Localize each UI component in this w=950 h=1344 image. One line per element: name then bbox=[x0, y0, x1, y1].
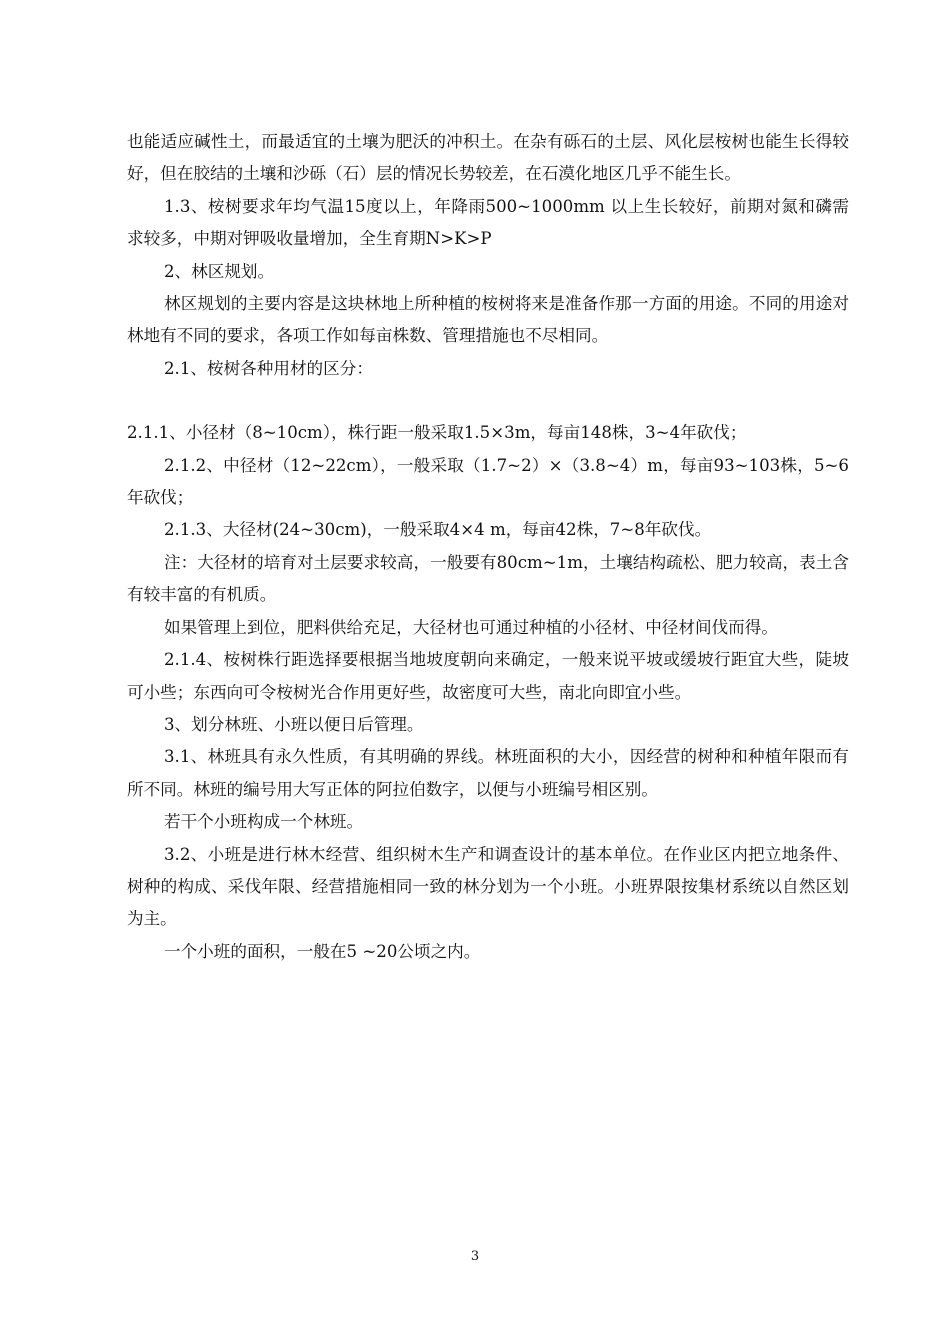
paragraph-2-1-2-medium-timber: 2.1.2、中径材（12~22cm），一般采取（1.7~2）×（3.8~4）m，每亩93~103株，5~6年砍伐； bbox=[127, 455, 849, 508]
paragraph-subcompartment-area: 一个小班的面积，一般在5 ~20公顷之内。 bbox=[164, 941, 481, 961]
page-number: 3 bbox=[470, 1249, 480, 1264]
paragraph-planning-content: 林区规划的主要内容是这块林地上所种植的桉树将来是准备作那一方面的用途。不同的用途对林地有不同的要求，各项工作如每亩株数、管理措施也不尽相同。 bbox=[127, 294, 849, 346]
paragraph-3-1-compartment: 3.1、林班具有永久性质，有其明确的界线。林班面积的大小，因经营的树种和种植年限而有所不同。林班的编号用大写正体的阿拉伯数字，以便与小班编号相区别。 bbox=[127, 747, 849, 799]
paragraph-thinning: 如果管理上到位，肥料供给充足，大径材也可通过种植的小径材、中径材间伐而得。 bbox=[164, 617, 778, 637]
heading-2-forest-planning: 2、林区规划。 bbox=[164, 261, 275, 281]
paragraph-2-1-1-small-timber: 2.1.1、小径材（8~10cm），株行距一般采取1.5×3m，每亩148株，3~4年砍伐； bbox=[127, 423, 747, 443]
paragraph-subcompartments-form-compartment: 若干个小班构成一个林班。 bbox=[164, 812, 364, 832]
paragraph-3-2-subcompartment: 3.2、小班是进行林木经营、组织树木生产和调查设计的基本单位。在作业区内把立地条件、树种的构成、采伐年限、经营措施相同一致的林分划为一个小班。小班界限按集材系统以自然区划为主。 bbox=[127, 844, 849, 929]
blank-line bbox=[127, 385, 849, 417]
paragraph-note-large-timber: 注：大径材的培育对土层要求较高，一般要有80cm~1m，土壤结构疏松、肥力较高，表土含有较丰富的有机质。 bbox=[127, 552, 849, 605]
heading-2-1-timber-types: 2.1、桉树各种用材的区分： bbox=[164, 358, 373, 378]
body-text bbox=[127, 126, 849, 968]
paragraph-1-3-climate: 1.3、桉树要求年均气温15度以上，年降雨500~1000mm 以上生长较好，前期对氮和磷需求较多，中期对钾吸收量增加，全生育期N>K>P bbox=[127, 196, 849, 249]
paragraph-2-1-4-spacing: 2.1.4、桉树株行距选择要根据当地坡度朝向来确定，一般来说平坡或缓坡行距宜大些，陡坡可小些；东西向可令桉树光合作用更好些，故密度可大些，南北向即宜小些。 bbox=[127, 650, 849, 702]
paragraph-soil-continuation: 也能适应碱性土，而最适宜的土壤为肥沃的冲积土。在杂有砾石的土层、风化层桉树也能生长得较好，但在胶结的土壤和沙砾（石）层的情况长势较差，在石漠化地区几乎不能生长。 bbox=[127, 132, 849, 184]
paragraph-2-1-3-large-timber: 2.1.3、大径材(24~30cm)，一般采取4×4 m，每亩42株，7~8年砍伐。 bbox=[164, 520, 712, 540]
heading-3-compartments: 3、划分林班、小班以便日后管理。 bbox=[164, 714, 424, 734]
